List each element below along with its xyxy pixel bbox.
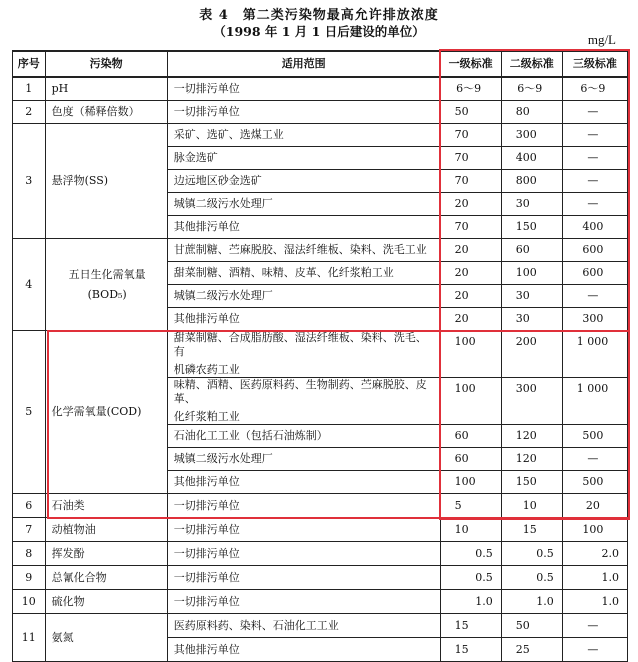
row-no: 10: [13, 590, 46, 614]
table-row: [13, 542, 628, 566]
pollutant-name: pH: [45, 77, 167, 101]
row-no: 1: [13, 77, 46, 101]
level1-value: 70: [440, 124, 501, 147]
level1-value: 20: [440, 308, 501, 331]
level1-value: 0.5: [440, 566, 501, 590]
level3-value: —: [562, 101, 627, 124]
pollutant-standards-table: [12, 50, 628, 662]
level3-value: —: [562, 170, 627, 193]
level1-value: 70: [440, 147, 501, 170]
level3-value: —: [562, 448, 627, 471]
level3-value: 500: [562, 471, 627, 494]
level2-value: 10: [501, 494, 562, 518]
level2-value: 60: [501, 239, 562, 262]
level3-value: 300: [562, 308, 627, 331]
table-header-row: [13, 51, 628, 77]
level3-value: 2.0: [562, 542, 627, 566]
level2-value: 200: [501, 331, 562, 378]
pollutant-name: 化学需氧量(COD): [45, 331, 167, 494]
level2-value: 15: [501, 518, 562, 542]
level2-value: 120: [501, 425, 562, 448]
row-no: 8: [13, 542, 46, 566]
level1-value: 50: [440, 101, 501, 124]
level1-value: 70: [440, 170, 501, 193]
row-no: 2: [13, 101, 46, 124]
level1-value: 100: [440, 471, 501, 494]
level3-value: 600: [562, 262, 627, 285]
level2-value: 150: [501, 471, 562, 494]
level2-value: 30: [501, 308, 562, 331]
level1-value: 20: [440, 193, 501, 216]
scope-cell: [167, 378, 440, 425]
scope-cell: 其他排污单位: [167, 308, 440, 331]
table-row: [13, 566, 628, 590]
table-title: 表 4 第二类污染物最高允许排放浓度: [199, 8, 439, 23]
table-subtitle: （1998 年 1 月 1 日后建设的单位）: [213, 24, 425, 39]
scope-cell: 医药原料药、染料、石油化工工业: [167, 614, 440, 638]
col-header-level3: 三级标准: [562, 51, 627, 77]
unit-label: mg/L: [587, 32, 616, 47]
level2-value: 25: [501, 638, 562, 662]
scope-cell: 边远地区砂金选矿: [167, 170, 440, 193]
level3-value: 100: [562, 518, 627, 542]
scope-cell: 采矿、选矿、选煤工业: [167, 124, 440, 147]
scope-line: 机磷农药工业: [173, 363, 240, 376]
level3-value: —: [562, 614, 627, 638]
scope-cell: 甜菜制糖、酒精、味精、皮革、化纤浆粕工业: [167, 262, 440, 285]
level3-value: —: [562, 638, 627, 662]
level1-value: 100: [440, 378, 501, 425]
level2-value: 80: [501, 101, 562, 124]
col-header-level2: 二级标准: [501, 51, 562, 77]
scope-cell: 一切排污单位: [167, 494, 440, 518]
level1-value: 5: [440, 494, 501, 518]
level2-value: 800: [501, 170, 562, 193]
scope-cell: 石油化工工业（包括石油炼制）: [167, 425, 440, 448]
level2-value: 120: [501, 448, 562, 471]
pollutant-name: 氨氮: [45, 614, 167, 662]
table-row: [13, 590, 628, 614]
table-row: [13, 239, 628, 262]
row-no: 11: [13, 614, 46, 662]
col-header-level1: 一级标准: [440, 51, 501, 77]
pollutant-name: 悬浮物(SS): [45, 124, 167, 239]
table-row: [13, 331, 628, 378]
row-no: 5: [13, 331, 46, 494]
scope-cell: 其他排污单位: [167, 471, 440, 494]
col-header-pollutant: 污染物: [45, 51, 167, 77]
level2-value: 0.5: [501, 542, 562, 566]
row-no: 3: [13, 124, 46, 239]
scope-cell: 其他排污单位: [167, 216, 440, 239]
table-row: [13, 101, 628, 124]
pollutant-subname: (BOD₅): [87, 287, 127, 301]
level2-value: 1.0: [501, 590, 562, 614]
level1-value: 10: [440, 518, 501, 542]
level2-value: 300: [501, 124, 562, 147]
level1-value: 15: [440, 638, 501, 662]
level2-value: 400: [501, 147, 562, 170]
pollutant-name: 挥发酚: [45, 542, 167, 566]
level3-value: —: [562, 285, 627, 308]
scope-line: 味精、酒精、医药原料药、生物制药、苎麻脱胶、皮革、: [173, 378, 427, 405]
pollutant-name: 色度（稀释倍数）: [45, 101, 167, 124]
level1-value: 0.5: [440, 542, 501, 566]
table-row: [13, 518, 628, 542]
level1-value: 60: [440, 425, 501, 448]
level1-value: 15: [440, 614, 501, 638]
level3-value: 600: [562, 239, 627, 262]
level3-value: —: [562, 147, 627, 170]
level2-value: 50: [501, 614, 562, 638]
level3-value: 1 000: [562, 331, 627, 378]
scope-cell: 一切排污单位: [167, 566, 440, 590]
scope-cell: 一切排污单位: [167, 518, 440, 542]
level3-value: 500: [562, 425, 627, 448]
scope-cell: 甘蔗制糖、苎麻脱胶、湿法纤维板、染料、洗毛工业: [167, 239, 440, 262]
level1-value: 6～9: [440, 77, 501, 101]
level3-value: 400: [562, 216, 627, 239]
level1-value: 20: [440, 262, 501, 285]
level1-value: 70: [440, 216, 501, 239]
table-row: [13, 614, 628, 638]
scope-cell: [167, 331, 440, 378]
pollutant-name: 石油类: [45, 494, 167, 518]
level2-value: 100: [501, 262, 562, 285]
row-no: 4: [13, 239, 46, 331]
scope-cell: 一切排污单位: [167, 77, 440, 101]
row-no: 7: [13, 518, 46, 542]
scope-cell: 其他排污单位: [167, 638, 440, 662]
level2-value: 0.5: [501, 566, 562, 590]
level2-value: 300: [501, 378, 562, 425]
level3-value: —: [562, 124, 627, 147]
col-header-no: 序号: [13, 51, 46, 77]
scope-cell: 城镇二级污水处理厂: [167, 193, 440, 216]
level3-value: 1.0: [562, 590, 627, 614]
pollutant-name: 硫化物: [45, 590, 167, 614]
level3-value: 1.0: [562, 566, 627, 590]
level3-value: 1 000: [562, 378, 627, 425]
level1-value: 100: [440, 331, 501, 378]
scope-cell: 城镇二级污水处理厂: [167, 448, 440, 471]
table-row: [13, 124, 628, 147]
scope-line: 甜菜制糖、合成脂肪酸、湿法纤维板、染料、洗毛、有: [173, 331, 427, 358]
level2-value: 30: [501, 193, 562, 216]
level1-value: 1.0: [440, 590, 501, 614]
level3-value: 6～9: [562, 77, 627, 101]
col-header-scope: 适用范围: [167, 51, 440, 77]
level3-value: 20: [562, 494, 627, 518]
level1-value: 20: [440, 239, 501, 262]
level2-value: 6～9: [501, 77, 562, 101]
scope-line: 化纤浆粕工业: [173, 410, 240, 423]
scope-cell: 一切排污单位: [167, 542, 440, 566]
level1-value: 60: [440, 448, 501, 471]
row-no: 6: [13, 494, 46, 518]
level2-value: 30: [501, 285, 562, 308]
scope-cell: 一切排污单位: [167, 590, 440, 614]
level2-value: 150: [501, 216, 562, 239]
table-row: [13, 77, 628, 101]
scope-cell: 一切排污单位: [167, 101, 440, 124]
pollutant-name-cell: [45, 239, 167, 331]
pollutant-name: 动植物油: [45, 518, 167, 542]
pollutant-name: 五日生化需氧量: [68, 267, 146, 281]
pollutant-name: 总氰化合物: [45, 566, 167, 590]
row-no: 9: [13, 566, 46, 590]
scope-cell: 城镇二级污水处理厂: [167, 285, 440, 308]
scope-cell: 脉金选矿: [167, 147, 440, 170]
level3-value: —: [562, 193, 627, 216]
level1-value: 20: [440, 285, 501, 308]
table-row: [13, 494, 628, 518]
